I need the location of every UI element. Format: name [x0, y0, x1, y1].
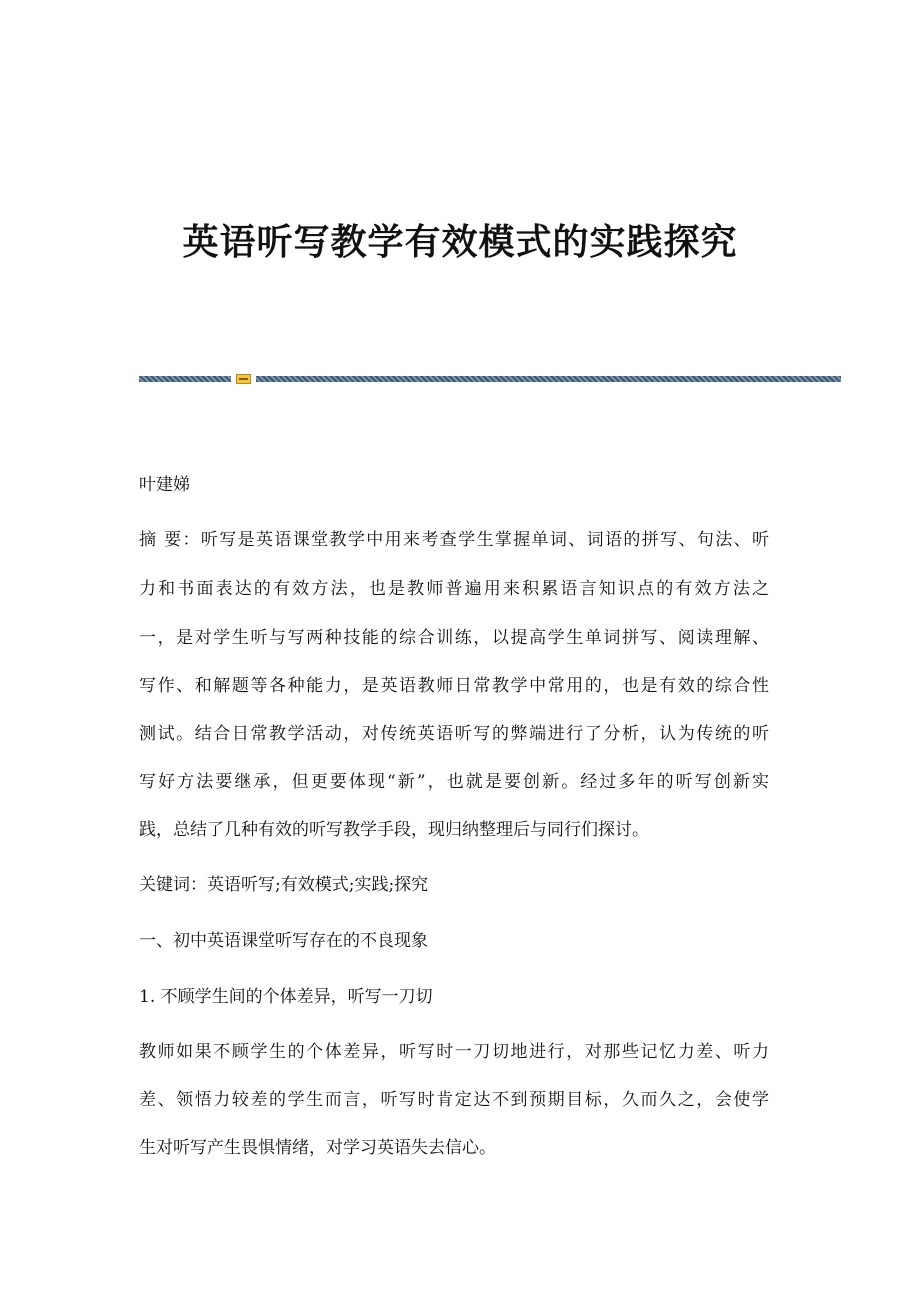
abstract-line: 一，是对学生听与写两种技能的综合训练，以提高学生单词拼写、阅读理解、	[139, 628, 769, 648]
abstract-label: 摘 要：	[139, 530, 201, 550]
abstract-text: 听写是英语课堂教学中用来考查学生掌握单词、词语的拼写、句法、听	[200, 530, 770, 550]
keywords-label: 关键词：	[139, 875, 207, 895]
divider-bar-left	[139, 376, 231, 382]
subsection-heading: 1. 不顾学生间的个体差异，听写一刀切	[139, 987, 433, 1007]
abstract-line: 写好方法要继承，但更要体现“新”，也就是要创新。经过多年的听写创新实	[139, 772, 769, 792]
abstract-line	[139, 528, 769, 552]
author: 叶建娣	[139, 475, 190, 495]
section-heading: 一、初中英语课堂听写存在的不良现象	[139, 931, 428, 951]
abstract-line: 践，总结了几种有效的听写教学手段，现归纳整理后与同行们探讨。	[139, 820, 649, 840]
divider-bar-right	[256, 376, 841, 382]
keywords-text: 英语听写;有效模式;实践;探究	[207, 875, 429, 895]
document-title: 英语听写教学有效模式的实践探究	[182, 221, 738, 263]
body-line: 教师如果不顾学生的个体差异，听写时一刀切地进行，对那些记忆力差、听力	[139, 1042, 769, 1062]
keywords-line	[139, 873, 428, 897]
divider-ornament-icon	[236, 374, 251, 384]
abstract-line: 写作、和解题等各种能力，是英语教师日常教学中常用的，也是有效的综合性	[139, 676, 769, 696]
body-line: 差、领悟力较差的学生而言，听写时肯定达不到预期目标，久而久之，会使学	[139, 1090, 769, 1110]
title-divider	[139, 374, 841, 384]
abstract-line: 力和书面表达的有效方法，也是教师普遍用来积累语言知识点的有效方法之	[139, 579, 769, 599]
abstract-line: 测试。结合日常教学活动，对传统英语听写的弊端进行了分析，认为传统的听	[139, 724, 769, 744]
body-line: 生对听写产生畏惧情绪，对学习英语失去信心。	[139, 1138, 496, 1158]
